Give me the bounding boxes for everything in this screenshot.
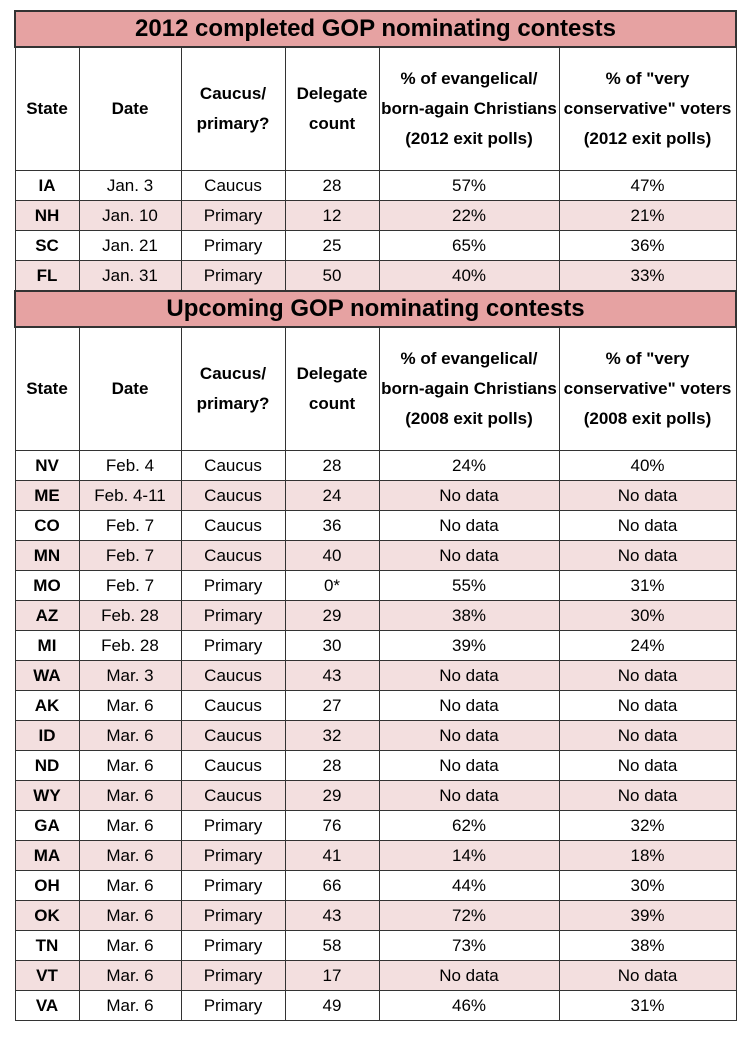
evangelical-pct-cell: 38% bbox=[379, 601, 559, 631]
delegate-count-cell: 30 bbox=[285, 631, 379, 661]
section-title: 2012 completed GOP nominating contests bbox=[15, 11, 736, 47]
table-row bbox=[15, 661, 736, 691]
very-conservative-pct-cell: 30% bbox=[559, 871, 736, 901]
column-header: % of "very conservative" voters (2012 exit polls) bbox=[559, 47, 736, 171]
delegate-count-cell: 25 bbox=[285, 231, 379, 261]
delegate-count-cell: 0* bbox=[285, 571, 379, 601]
state-cell: IA bbox=[15, 171, 79, 201]
date-cell: Mar. 6 bbox=[79, 871, 181, 901]
contest-type-cell: Caucus bbox=[181, 691, 285, 721]
evangelical-pct-cell: No data bbox=[379, 961, 559, 991]
table-row bbox=[15, 841, 736, 871]
very-conservative-pct-cell: No data bbox=[559, 751, 736, 781]
evangelical-pct-cell: 72% bbox=[379, 901, 559, 931]
evangelical-pct-cell: 44% bbox=[379, 871, 559, 901]
state-cell: WA bbox=[15, 661, 79, 691]
contest-type-cell: Primary bbox=[181, 871, 285, 901]
table-row bbox=[15, 871, 736, 901]
table-row bbox=[15, 601, 736, 631]
contest-type-cell: Primary bbox=[181, 261, 285, 292]
date-cell: Feb. 28 bbox=[79, 631, 181, 661]
date-cell: Mar. 6 bbox=[79, 691, 181, 721]
evangelical-pct-cell: No data bbox=[379, 691, 559, 721]
date-cell: Mar. 6 bbox=[79, 811, 181, 841]
contest-type-cell: Primary bbox=[181, 931, 285, 961]
date-cell: Mar. 6 bbox=[79, 721, 181, 751]
delegate-count-cell: 27 bbox=[285, 691, 379, 721]
column-header: Date bbox=[79, 327, 181, 451]
table-row bbox=[15, 991, 736, 1021]
delegate-count-cell: 12 bbox=[285, 201, 379, 231]
state-cell: MN bbox=[15, 541, 79, 571]
very-conservative-pct-cell: 40% bbox=[559, 451, 736, 481]
contest-type-cell: Primary bbox=[181, 811, 285, 841]
contest-type-cell: Primary bbox=[181, 841, 285, 871]
contest-type-cell: Primary bbox=[181, 901, 285, 931]
evangelical-pct-cell: 73% bbox=[379, 931, 559, 961]
date-cell: Feb. 4 bbox=[79, 451, 181, 481]
column-header: % of evangelical/ born-again Christians (2012 exit polls) bbox=[379, 47, 559, 171]
date-cell: Mar. 6 bbox=[79, 841, 181, 871]
column-header: State bbox=[15, 327, 79, 451]
very-conservative-pct-cell: 39% bbox=[559, 901, 736, 931]
date-cell: Mar. 3 bbox=[79, 661, 181, 691]
very-conservative-pct-cell: No data bbox=[559, 781, 736, 811]
column-header: Date bbox=[79, 47, 181, 171]
contest-type-cell: Primary bbox=[181, 631, 285, 661]
contest-type-cell: Primary bbox=[181, 231, 285, 261]
date-cell: Mar. 6 bbox=[79, 961, 181, 991]
evangelical-pct-cell: No data bbox=[379, 751, 559, 781]
evangelical-pct-cell: No data bbox=[379, 511, 559, 541]
contest-type-cell: Caucus bbox=[181, 751, 285, 781]
delegate-count-cell: 76 bbox=[285, 811, 379, 841]
very-conservative-pct-cell: 21% bbox=[559, 201, 736, 231]
state-cell: VT bbox=[15, 961, 79, 991]
contest-type-cell: Primary bbox=[181, 571, 285, 601]
contest-type-cell: Caucus bbox=[181, 781, 285, 811]
delegate-count-cell: 41 bbox=[285, 841, 379, 871]
state-cell: FL bbox=[15, 261, 79, 292]
state-cell: AZ bbox=[15, 601, 79, 631]
date-cell: Mar. 6 bbox=[79, 991, 181, 1021]
evangelical-pct-cell: 14% bbox=[379, 841, 559, 871]
state-cell: WY bbox=[15, 781, 79, 811]
delegate-count-cell: 50 bbox=[285, 261, 379, 292]
column-header: Delegate count bbox=[285, 47, 379, 171]
column-header-row bbox=[15, 327, 736, 451]
column-header: Caucus/ primary? bbox=[181, 327, 285, 451]
contest-type-cell: Primary bbox=[181, 201, 285, 231]
delegate-count-cell: 32 bbox=[285, 721, 379, 751]
delegate-count-cell: 49 bbox=[285, 991, 379, 1021]
table-row bbox=[15, 261, 736, 292]
table-row bbox=[15, 751, 736, 781]
state-cell: ME bbox=[15, 481, 79, 511]
state-cell: ND bbox=[15, 751, 79, 781]
very-conservative-pct-cell: 38% bbox=[559, 931, 736, 961]
very-conservative-pct-cell: 47% bbox=[559, 171, 736, 201]
column-header: % of evangelical/ born-again Christians (2008 exit polls) bbox=[379, 327, 559, 451]
delegate-count-cell: 29 bbox=[285, 601, 379, 631]
table-body bbox=[15, 11, 736, 1021]
evangelical-pct-cell: No data bbox=[379, 541, 559, 571]
date-cell: Jan. 3 bbox=[79, 171, 181, 201]
date-cell: Mar. 6 bbox=[79, 901, 181, 931]
table-row bbox=[15, 451, 736, 481]
delegate-count-cell: 17 bbox=[285, 961, 379, 991]
date-cell: Mar. 6 bbox=[79, 751, 181, 781]
section-title-row bbox=[15, 291, 736, 327]
section-title: Upcoming GOP nominating contests bbox=[15, 291, 736, 327]
state-cell: NV bbox=[15, 451, 79, 481]
gop-contests-table bbox=[14, 10, 737, 1021]
date-cell: Mar. 6 bbox=[79, 781, 181, 811]
table-row bbox=[15, 571, 736, 601]
table-row bbox=[15, 781, 736, 811]
table-row bbox=[15, 901, 736, 931]
state-cell: AK bbox=[15, 691, 79, 721]
date-cell: Feb. 7 bbox=[79, 541, 181, 571]
section-title-row bbox=[15, 11, 736, 47]
delegate-count-cell: 43 bbox=[285, 661, 379, 691]
contest-type-cell: Caucus bbox=[181, 511, 285, 541]
contest-type-cell: Caucus bbox=[181, 171, 285, 201]
table-row bbox=[15, 631, 736, 661]
very-conservative-pct-cell: No data bbox=[559, 511, 736, 541]
evangelical-pct-cell: 39% bbox=[379, 631, 559, 661]
delegate-count-cell: 43 bbox=[285, 901, 379, 931]
state-cell: CO bbox=[15, 511, 79, 541]
delegate-count-cell: 24 bbox=[285, 481, 379, 511]
date-cell: Jan. 21 bbox=[79, 231, 181, 261]
evangelical-pct-cell: No data bbox=[379, 661, 559, 691]
state-cell: OH bbox=[15, 871, 79, 901]
contest-type-cell: Primary bbox=[181, 961, 285, 991]
very-conservative-pct-cell: No data bbox=[559, 541, 736, 571]
table-row bbox=[15, 201, 736, 231]
very-conservative-pct-cell: 30% bbox=[559, 601, 736, 631]
contest-type-cell: Primary bbox=[181, 991, 285, 1021]
contest-type-cell: Primary bbox=[181, 601, 285, 631]
evangelical-pct-cell: 40% bbox=[379, 261, 559, 292]
delegate-count-cell: 36 bbox=[285, 511, 379, 541]
evangelical-pct-cell: No data bbox=[379, 721, 559, 751]
very-conservative-pct-cell: 18% bbox=[559, 841, 736, 871]
state-cell: NH bbox=[15, 201, 79, 231]
table-row bbox=[15, 511, 736, 541]
table-row bbox=[15, 691, 736, 721]
state-cell: SC bbox=[15, 231, 79, 261]
very-conservative-pct-cell: 31% bbox=[559, 571, 736, 601]
state-cell: ID bbox=[15, 721, 79, 751]
state-cell: MO bbox=[15, 571, 79, 601]
very-conservative-pct-cell: No data bbox=[559, 721, 736, 751]
state-cell: TN bbox=[15, 931, 79, 961]
table-row bbox=[15, 811, 736, 841]
column-header: Delegate count bbox=[285, 327, 379, 451]
table-row bbox=[15, 171, 736, 201]
date-cell: Feb. 7 bbox=[79, 571, 181, 601]
table-row bbox=[15, 541, 736, 571]
delegate-count-cell: 29 bbox=[285, 781, 379, 811]
date-cell: Feb. 7 bbox=[79, 511, 181, 541]
column-header: State bbox=[15, 47, 79, 171]
date-cell: Feb. 28 bbox=[79, 601, 181, 631]
evangelical-pct-cell: 22% bbox=[379, 201, 559, 231]
very-conservative-pct-cell: 32% bbox=[559, 811, 736, 841]
evangelical-pct-cell: 46% bbox=[379, 991, 559, 1021]
very-conservative-pct-cell: 31% bbox=[559, 991, 736, 1021]
column-header: Caucus/ primary? bbox=[181, 47, 285, 171]
evangelical-pct-cell: No data bbox=[379, 781, 559, 811]
contest-type-cell: Caucus bbox=[181, 661, 285, 691]
table-row bbox=[15, 961, 736, 991]
column-header-row bbox=[15, 47, 736, 171]
table-row bbox=[15, 931, 736, 961]
table-row bbox=[15, 721, 736, 751]
evangelical-pct-cell: 65% bbox=[379, 231, 559, 261]
contest-type-cell: Caucus bbox=[181, 721, 285, 751]
delegate-count-cell: 58 bbox=[285, 931, 379, 961]
evangelical-pct-cell: 55% bbox=[379, 571, 559, 601]
delegate-count-cell: 28 bbox=[285, 451, 379, 481]
state-cell: MI bbox=[15, 631, 79, 661]
very-conservative-pct-cell: No data bbox=[559, 691, 736, 721]
date-cell: Jan. 31 bbox=[79, 261, 181, 292]
very-conservative-pct-cell: No data bbox=[559, 661, 736, 691]
column-header: % of "very conservative" voters (2008 exit polls) bbox=[559, 327, 736, 451]
evangelical-pct-cell: 62% bbox=[379, 811, 559, 841]
state-cell: VA bbox=[15, 991, 79, 1021]
evangelical-pct-cell: 24% bbox=[379, 451, 559, 481]
very-conservative-pct-cell: 24% bbox=[559, 631, 736, 661]
very-conservative-pct-cell: 33% bbox=[559, 261, 736, 292]
table-row bbox=[15, 231, 736, 261]
table-row bbox=[15, 481, 736, 511]
state-cell: GA bbox=[15, 811, 79, 841]
evangelical-pct-cell: 57% bbox=[379, 171, 559, 201]
very-conservative-pct-cell: No data bbox=[559, 961, 736, 991]
date-cell: Mar. 6 bbox=[79, 931, 181, 961]
state-cell: MA bbox=[15, 841, 79, 871]
date-cell: Jan. 10 bbox=[79, 201, 181, 231]
delegate-count-cell: 28 bbox=[285, 171, 379, 201]
delegate-count-cell: 40 bbox=[285, 541, 379, 571]
delegate-count-cell: 28 bbox=[285, 751, 379, 781]
state-cell: OK bbox=[15, 901, 79, 931]
delegate-count-cell: 66 bbox=[285, 871, 379, 901]
date-cell: Feb. 4-11 bbox=[79, 481, 181, 511]
contest-type-cell: Caucus bbox=[181, 481, 285, 511]
very-conservative-pct-cell: No data bbox=[559, 481, 736, 511]
very-conservative-pct-cell: 36% bbox=[559, 231, 736, 261]
contest-type-cell: Caucus bbox=[181, 541, 285, 571]
evangelical-pct-cell: No data bbox=[379, 481, 559, 511]
contest-type-cell: Caucus bbox=[181, 451, 285, 481]
gop-contests-document bbox=[14, 10, 735, 1021]
